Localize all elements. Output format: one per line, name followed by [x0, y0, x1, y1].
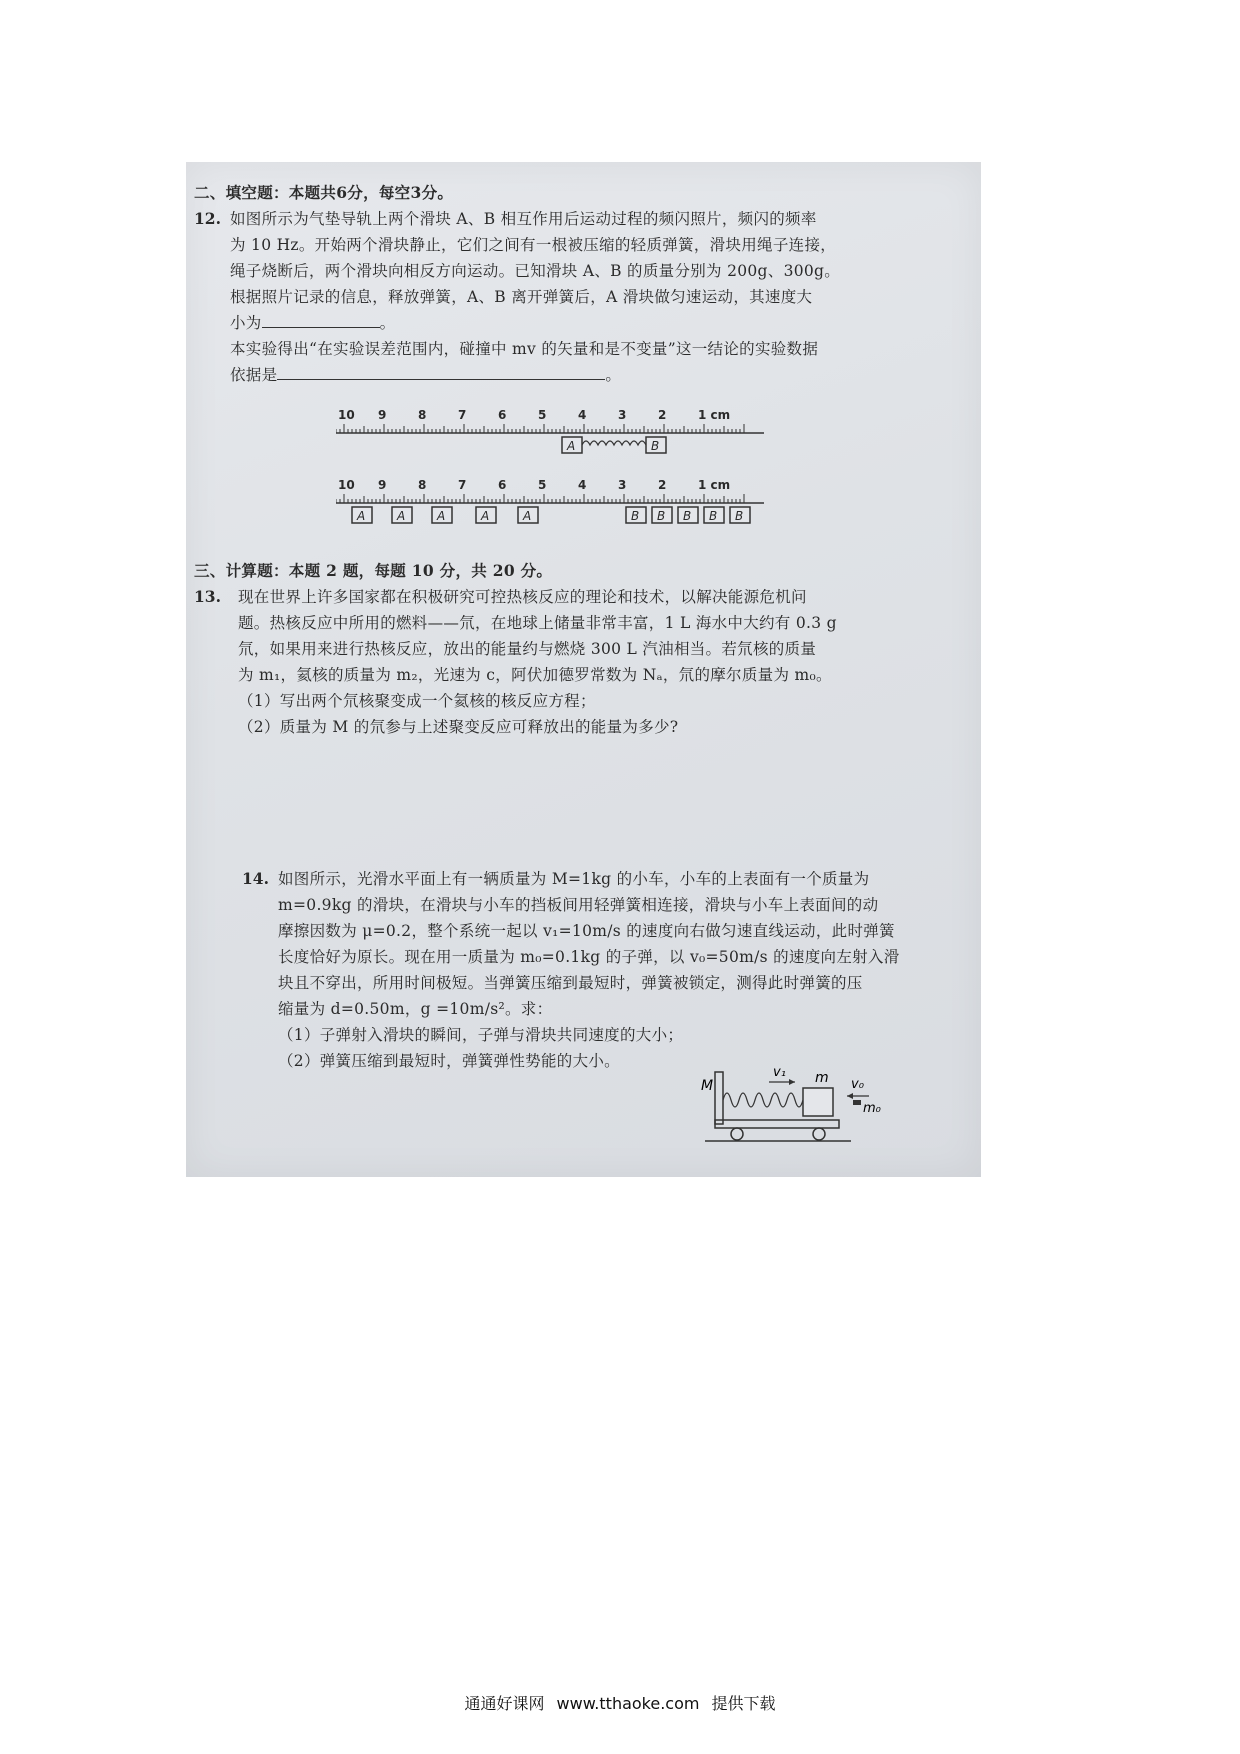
- slider-block: [803, 1088, 833, 1116]
- q12-line-6: 本实验得出“在实验误差范围内，碰撞中 mv 的矢量和是不变量”这一结论的实验数据: [230, 340, 819, 358]
- slider-label: B: [657, 509, 666, 523]
- q13-sub-1: （1）写出两个氘核聚变成一个氦核的核反应方程；: [238, 692, 596, 710]
- ruler-top: [336, 408, 764, 453]
- wheel-left: [731, 1128, 743, 1140]
- section2-heading: 二、填空题：本题共6分，每空3分。: [194, 183, 454, 202]
- q13-line-2: 题。热核反应中所用的燃料——氘，在地球上储量非常丰富，1 L 海水中大约有 0.3 g: [238, 614, 837, 632]
- ruler-tick-label: 6: [498, 478, 507, 492]
- q12-blank1[interactable]: [262, 313, 380, 328]
- v0-arrowhead: [847, 1093, 853, 1099]
- q14-line-2: m=0.9kg 的滑块，在滑块与小车的挡板间用轻弹簧相连接，滑块与小车上表面间的动: [278, 896, 879, 914]
- ruler-tick-label: 7: [458, 408, 467, 422]
- ruler-tick-label: 10: [338, 478, 355, 492]
- ruler-tick-label: 10: [338, 408, 355, 422]
- cart-body: [715, 1120, 839, 1128]
- q13-sub-2: （2）质量为 M 的氘参与上述聚变反应可释放出的能量为多少?: [238, 718, 679, 736]
- page-footer: [0, 1691, 1240, 1714]
- q12-blank2-prefix: 依据是: [230, 366, 278, 384]
- q13-line-4: 为 m₁，氦核的质量为 m₂，光速为 c，阿伏加德罗常数为 Nₐ，氘的摩尔质量为 m₀。: [238, 666, 832, 684]
- q14-number: 14.: [242, 869, 269, 888]
- q12-line-4: 根据照片记录的信息，释放弹簧，A、B 离开弹簧后，A 滑块做匀速运动，其速度大: [230, 288, 813, 306]
- ruler-bottom: [336, 478, 764, 523]
- ruler-tick-label: 9: [378, 478, 387, 492]
- q12-blank2-line: [230, 364, 621, 386]
- footer-site: 通通好课网: [464, 1694, 545, 1713]
- bullet: [853, 1100, 861, 1105]
- label-m0: m₀: [863, 1101, 881, 1116]
- rulers-figure: [336, 397, 816, 537]
- slider-label: B: [651, 439, 660, 453]
- q12-line-1: 如图所示为气垫导轨上两个滑块 A、B 相互作用后运动过程的频闪照片，频闪的频率: [230, 210, 817, 228]
- slider-label: A: [523, 509, 532, 523]
- ruler-tick-label: 4: [578, 478, 587, 492]
- ruler-tick-label: 4: [578, 408, 587, 422]
- footer-url[interactable]: www.tthaoke.com: [556, 1694, 700, 1713]
- ruler-tick-label: 8: [418, 478, 427, 492]
- q12-blank1-prefix: 小为: [230, 314, 262, 332]
- ruler-tick-label: 1 cm: [698, 408, 731, 422]
- label-m: m: [815, 1070, 829, 1086]
- label-M: M: [701, 1078, 714, 1094]
- slider-label: B: [683, 509, 692, 523]
- q12-blank2-suffix: 。: [605, 366, 622, 384]
- ruler-tick-label: 5: [538, 478, 547, 492]
- slider-label: A: [437, 509, 446, 523]
- slider-label: A: [481, 509, 490, 523]
- q13-line-1: 现在世界上许多国家都在积极研究可控热核反应的理论和技术，以解决能源危机问: [238, 588, 807, 606]
- exam-photo: [186, 162, 981, 1177]
- q12-line-2: 为 10 Hz。开始两个滑块静止，它们之间有一根被压缩的轻质弹簧，滑块用绳子连接，: [230, 236, 837, 254]
- ruler-tick-label: 2: [658, 408, 667, 422]
- q14-sub-2: （2）弹簧压缩到最短时，弹簧弹性势能的大小。: [278, 1052, 620, 1070]
- ruler-tick-label: 6: [498, 408, 507, 422]
- ruler-tick-label: 9: [378, 408, 387, 422]
- ruler-tick-label: 1 cm: [698, 478, 731, 492]
- q12-line-3: 绳子烧断后，两个滑块向相反方向运动。已知滑块 A、B 的质量分别为 200g、300g。: [230, 262, 841, 280]
- slider-label: B: [631, 509, 640, 523]
- ruler-tick-label: 7: [458, 478, 467, 492]
- q14-line-6: 缩量为 d=0.50m，g =10m/s²。求：: [278, 1000, 553, 1018]
- slider-label: A: [397, 509, 406, 523]
- ruler-tick-label: 2: [658, 478, 667, 492]
- label-v1: v₁: [773, 1065, 786, 1080]
- slider-label: B: [735, 509, 744, 523]
- cart-figure: [701, 1042, 901, 1147]
- q14-line-4: 长度恰好为原长。现在用一质量为 m₀=0.1kg 的子弹，以 v₀=50m/s 的速度向左射入滑: [278, 948, 900, 966]
- q14-sub-1: （1）子弹射入滑块的瞬间，子弹与滑块共同速度的大小；: [278, 1026, 684, 1044]
- q13-number: 13.: [194, 587, 221, 606]
- cart-wall: [715, 1072, 723, 1124]
- section3-heading: 三、计算题：本题 2 题，每题 10 分，共 20 分。: [194, 561, 553, 580]
- ruler-tick-label: 3: [618, 478, 627, 492]
- q13-line-3: 氘，如果用来进行热核反应，放出的能量约与燃烧 300 L 汽油相当。若氘核的质量: [238, 640, 817, 658]
- v1-arrowhead: [789, 1079, 795, 1085]
- slider-label: A: [357, 509, 366, 523]
- slider-label: B: [709, 509, 718, 523]
- q12-blank1-line: [230, 312, 395, 334]
- q12-blank1-suffix: 。: [379, 314, 396, 332]
- footer-suffix: 提供下载: [711, 1694, 776, 1713]
- q14-line-1: 如图所示，光滑水平面上有一辆质量为 M=1kg 的小车，小车的上表面有一个质量为: [278, 870, 870, 888]
- q14-line-3: 摩擦因数为 μ=0.2，整个系统一起以 v₁=10m/s 的速度向右做匀速直线运动，此时弹簧: [278, 922, 895, 940]
- wheel-right: [813, 1128, 825, 1140]
- q14-line-5: 块且不穿出，所用时间极短。当弹簧压缩到最短时，弹簧被锁定，测得此时弹簧的压: [278, 974, 863, 992]
- ruler-tick-label: 8: [418, 408, 427, 422]
- q12-number: 12.: [194, 209, 221, 228]
- label-v0: v₀: [851, 1077, 864, 1092]
- spring: [582, 441, 646, 445]
- spring-coil: [723, 1093, 803, 1107]
- ruler-tick-label: 3: [618, 408, 627, 422]
- slider-label: A: [567, 439, 576, 453]
- ruler-tick-label: 5: [538, 408, 547, 422]
- q12-blank2[interactable]: [277, 365, 605, 380]
